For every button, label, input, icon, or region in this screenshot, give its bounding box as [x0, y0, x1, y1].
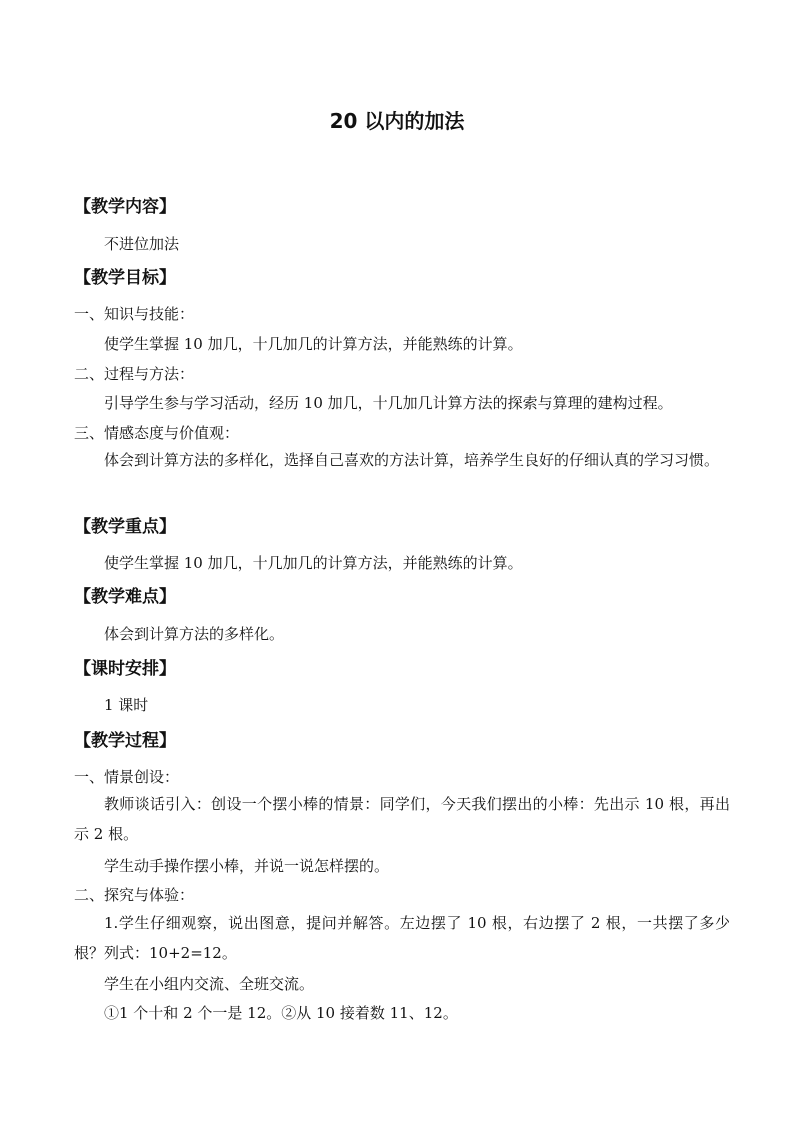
heading-teaching-content: 【教学内容】 — [74, 197, 176, 217]
process-step-2-text-2: 学生在小组内交流、全班交流。 — [104, 975, 315, 993]
process-step-1-text-2: 学生动手操作摆小棒，并说一说怎样摆的。 — [104, 857, 390, 875]
goal-3-text: 体会到计算方法的多样化，选择自己喜欢的方法计算，培养学生良好的仔细认真的学习习惯。 — [104, 451, 720, 469]
goal-1-label: 一、知识与技能： — [74, 305, 195, 323]
heading-difficulties: 【教学难点】 — [74, 587, 176, 607]
process-step-2-label: 二、探究与体验： — [74, 886, 195, 904]
goal-2-label: 二、过程与方法： — [74, 365, 195, 383]
heading-key-points: 【教学重点】 — [74, 517, 176, 537]
process-step-1-text-1: 教师谈话引入：创设一个摆小棒的情景：同学们，今天我们摆出的小棒：先出示 10 根，再出示 2 根。 — [74, 795, 730, 843]
heading-teaching-process: 【教学过程】 — [74, 731, 176, 751]
page-title: 20 以内的加法 — [329, 109, 465, 133]
goal-3-label: 三、情感态度与价值观： — [74, 424, 240, 442]
teaching-content-text: 不进位加法 — [104, 235, 180, 253]
goal-1-text: 使学生掌握 10 加几，十几加几的计算方法，并能熟练的计算。 — [104, 335, 523, 353]
process-step-1-label: 一、情景创设： — [74, 768, 180, 786]
heading-schedule: 【课时安排】 — [74, 659, 176, 679]
process-step-2-text-3: ①1 个十和 2 个一是 12。②从 10 接着数 11、12。 — [104, 1004, 458, 1022]
schedule-text: 1 课时 — [104, 696, 149, 714]
process-step-2-text-1: 1.学生仔细观察，说出图意，提问并解答。左边摆了 10 根，右边摆了 2 根，一共摆了多少根？列式：10+2=12。 — [74, 914, 730, 962]
difficulties-text: 体会到计算方法的多样化。 — [104, 625, 285, 643]
key-points-text: 使学生掌握 10 加几，十几加几的计算方法，并能熟练的计算。 — [104, 554, 523, 572]
goal-2-text: 引导学生参与学习活动，经历 10 加几，十几加几计算方法的探索与算理的建构过程。 — [104, 394, 673, 412]
heading-teaching-goals: 【教学目标】 — [74, 268, 176, 288]
